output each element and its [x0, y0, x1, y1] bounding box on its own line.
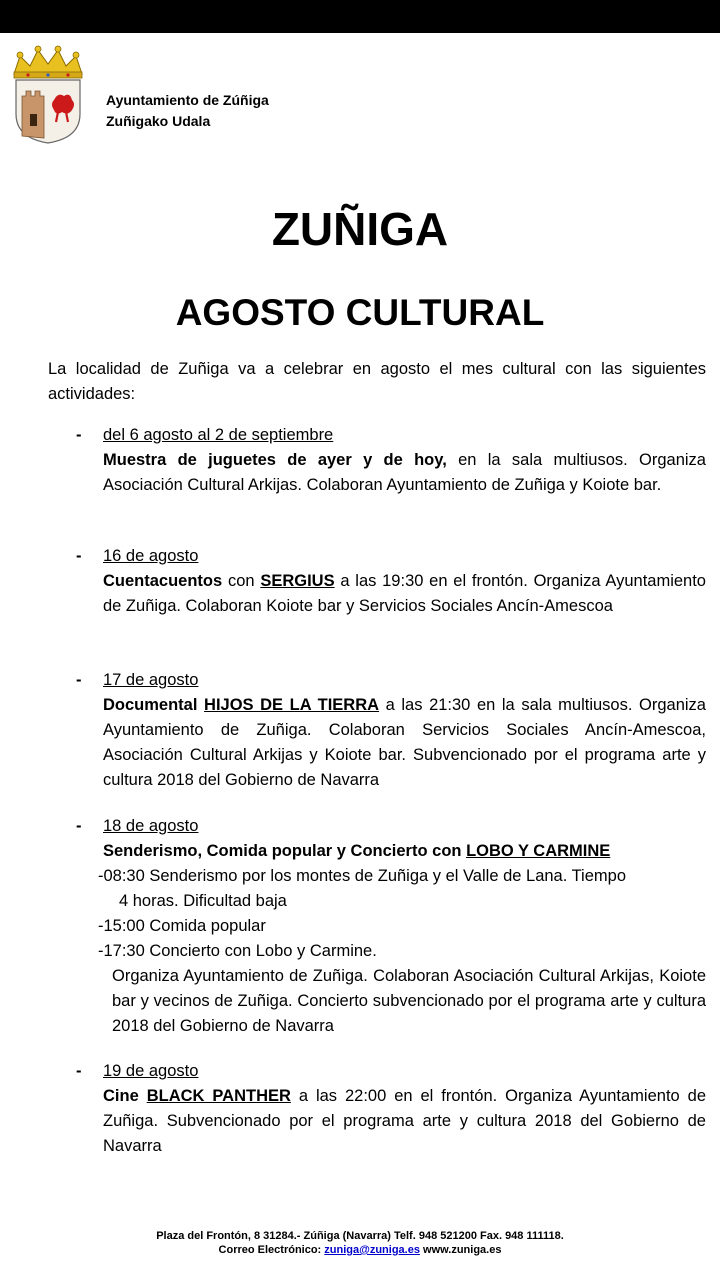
activity-date: 16 de agosto — [103, 547, 199, 565]
activity-name: Muestra de juguetes de ayer y de hoy, — [103, 451, 447, 469]
activity-name: Senderismo, Comida popular y Concierto con — [103, 842, 467, 860]
activity-date: 19 de agosto — [103, 1062, 199, 1080]
activity-guest: SERGIUS — [260, 572, 335, 590]
activity-description — [103, 693, 706, 793]
footer-contact — [0, 1243, 720, 1257]
activity-description — [103, 448, 706, 498]
website-link[interactable]: www.zuniga.es — [419, 1244, 502, 1256]
schedule-item: -08:30 Senderismo por los montes de Zuñiga y el Valle de Lana. Tiempo — [98, 867, 626, 885]
activity-item — [76, 544, 706, 619]
schedule-item: -15:00 Comida popular — [98, 917, 266, 935]
activity-details: a las 21:30 en la sala multiusos. Organiza Ayuntamiento de Zuñiga. Colaboran Servicios Sociales Ancín-Amescoa, Asociación Cultural Arkijas y Koiote bar. Subvencionado por el programa arte y cultura 2018 del Gobierno de Navarra — [103, 696, 706, 789]
schedule-item: -17:30 Concierto con Lobo y Carmine. — [98, 942, 377, 960]
activity-date: del 6 agosto al 2 de septiembre — [103, 426, 334, 444]
activity-item — [76, 1059, 706, 1159]
org-name-es: Ayuntamiento de Zúñiga — [106, 92, 269, 108]
footer-address: Plaza del Frontón, 8 31284.- Zúñiga (Navarra) Telf. 948 521200 Fax. 948 111118. — [156, 1230, 564, 1242]
activity-name: Cine — [103, 1087, 147, 1105]
bullet: - — [76, 426, 82, 444]
bullet: - — [76, 671, 82, 689]
status-bar — [0, 0, 720, 33]
activity-description — [103, 569, 706, 619]
activity-item — [76, 423, 706, 498]
activity-item — [76, 668, 706, 793]
activity-description — [103, 1084, 706, 1159]
activity-details: a las 22:00 en el frontón. Organiza Ayuntamiento de Zuñiga. Subvencionado por el programa arte y cultura 2018 del Gobierno de Navarra — [103, 1087, 706, 1155]
activity-date: 18 de agosto — [103, 817, 199, 835]
activity-name: Cuentacuentos — [103, 572, 223, 590]
email-label: Correo Electrónico: — [218, 1244, 325, 1256]
activity-name: Documental — [103, 696, 205, 714]
intro-paragraph: La localidad de Zuñiga va a celebrar en agosto el mes cultural con las siguientes actividades: — [48, 360, 706, 403]
coat-of-arms-icon — [6, 44, 90, 144]
activity-details: Organiza Ayuntamiento de Zuñiga. Colaboran Asociación Cultural Arkijas, Koiote bar y vecinos de Zuñiga. Concierto subvencionado por el programa arte y cultura 2018 del Gobierno de Navarra — [112, 967, 706, 1035]
org-name — [106, 90, 269, 132]
activity-guest: LOBO Y CARMINE — [466, 842, 611, 860]
activity-guest: BLACK PANTHER — [146, 1087, 291, 1105]
bullet: - — [76, 547, 82, 565]
activity-connector: con — [222, 572, 261, 590]
org-name-eu: Zuñigako Udala — [106, 113, 211, 129]
activity-guest: HIJOS DE LA TIERRA — [204, 696, 380, 714]
schedule-item-continued: 4 horas. Dificultad baja — [119, 892, 287, 910]
activity-date: 17 de agosto — [103, 671, 199, 689]
page-title: ZUÑIGA — [271, 203, 449, 255]
bullet: - — [76, 817, 82, 835]
page-subtitle: AGOSTO CULTURAL — [175, 292, 545, 333]
activity-details: a las 19:30 en el frontón. Organiza Ayuntamiento de Zuñiga. Colaboran Koiote bar y Servicios Sociales Ancín-Amescoa — [103, 572, 706, 615]
activity-details: en la sala multiusos. Organiza Asociación Cultural Arkijas. Colaboran Ayuntamiento de Zuñiga y Koiote bar. — [103, 451, 706, 494]
activity-item — [76, 814, 706, 1039]
activity-description — [103, 839, 706, 864]
email-link[interactable]: zuniga@zuniga.es — [324, 1244, 420, 1256]
bullet: - — [76, 1062, 82, 1080]
